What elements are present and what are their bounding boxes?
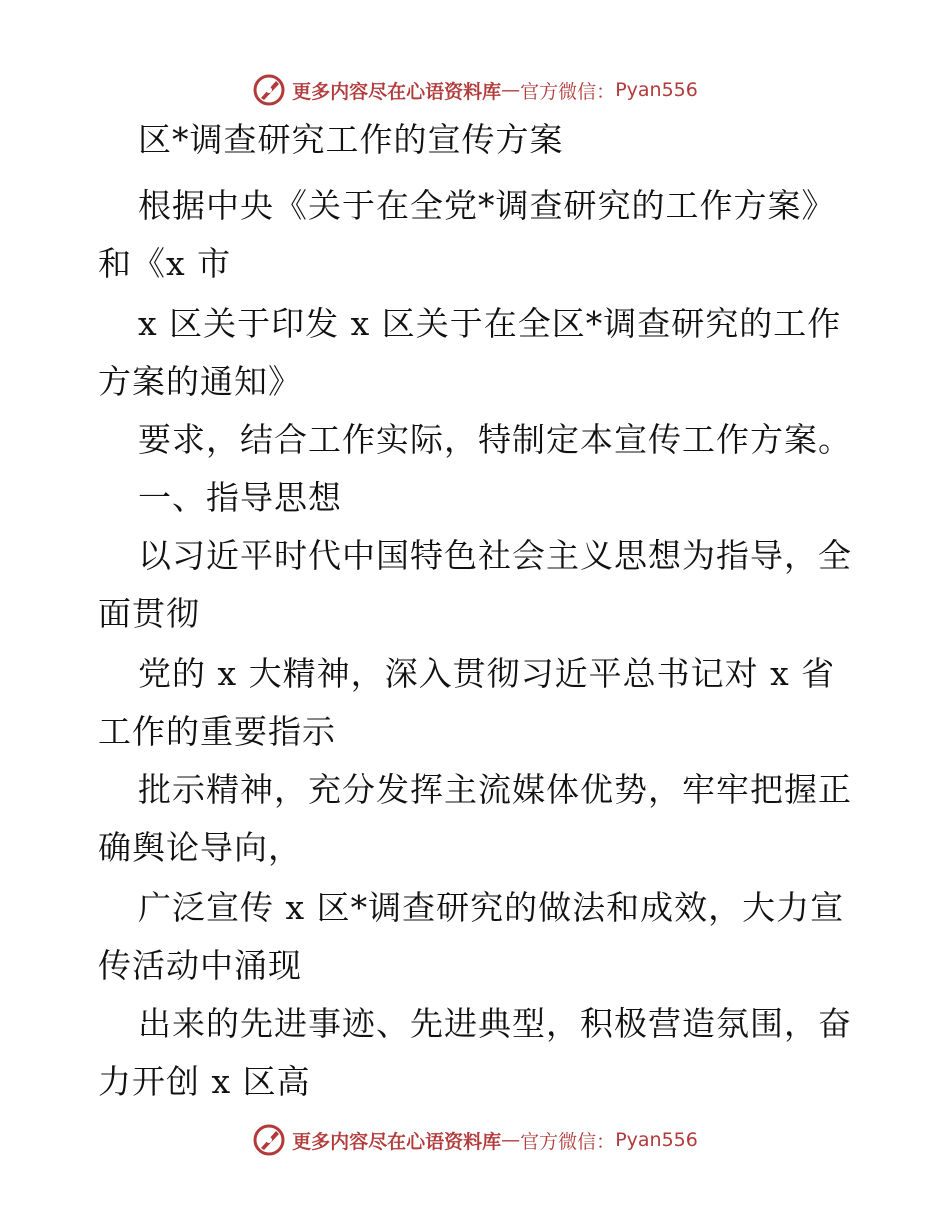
document-title: 区*调查研究工作的宣传方案 [138,120,564,159]
paragraph-line: 面贯彻 [98,594,200,633]
paragraph-line: 出来的先进事迹、先进典型，积极营造氛围，奋 [138,1004,852,1043]
watermark-wechat-label: 官方微信： [520,80,616,103]
paragraph-line: 力开创 x 区高 [98,1062,311,1101]
header-watermark [0,70,950,110]
watermark-wechat-id: Pyan556 [615,1129,698,1151]
paragraph-line: 党的 x 大精神，深入贯彻习近平总书记对 x 省 [138,654,836,693]
paragraph-line: 传活动中涌现 [98,946,302,985]
paragraph-line: 批示精神，充分发挥主流媒体优势，牢牢把握正 [138,770,852,809]
paragraph-line: 和《x 市 [98,244,232,283]
paragraph-line: 以习近平时代中国特色社会主义思想为指导，全 [138,536,852,575]
watermark-separator: — [501,79,521,101]
watermark-wechat-label: 官方微信： [520,1130,616,1153]
paragraph-line: 广泛宣传 x 区*调查研究的做法和成效，大力宣 [138,888,845,927]
quill-circle-icon [252,73,286,107]
footer-watermark [0,1120,950,1160]
paragraph-line: x 区关于印发 x 区关于在全区*调查研究的工作 [138,304,842,343]
watermark-wechat-id: Pyan556 [615,79,698,101]
section-heading: 一、指导思想 [138,478,342,517]
quill-circle-icon [252,1123,286,1157]
paragraph-line: 工作的重要指示 [98,712,336,751]
watermark-separator: — [501,1129,521,1151]
watermark-main-text: 更多内容尽在心语资料库 [292,80,502,103]
paragraph-line: 要求，结合工作实际，特制定本宣传工作方案。 [138,420,852,459]
paragraph-line: 根据中央《关于在全党*调查研究的工作方案》 [138,186,836,225]
paragraph-line: 方案的通知》 [98,362,302,401]
watermark-main-text: 更多内容尽在心语资料库 [292,1130,502,1153]
paragraph-line: 确舆论导向， [98,828,302,867]
